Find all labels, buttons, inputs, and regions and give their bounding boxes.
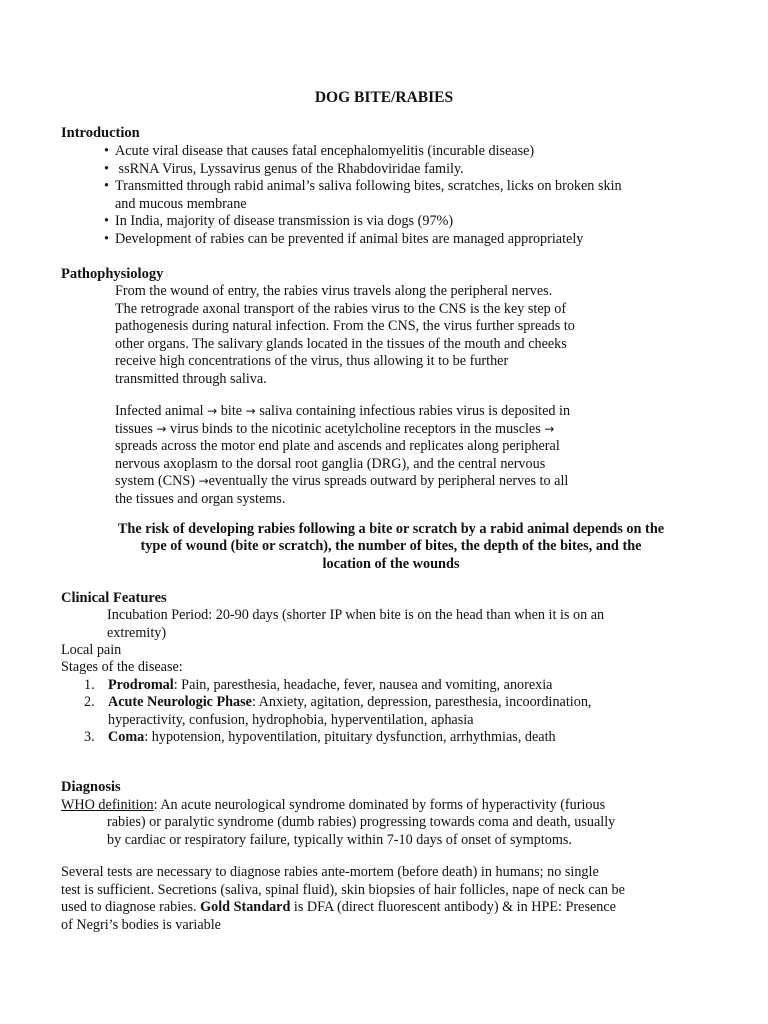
paragraph-line: used to diagnose rabies. Gold Standard is DFA (direct fluorescent antibody) & in HPE: Presence: [61, 899, 616, 916]
stage-item-2: [84, 694, 714, 729]
paragraph-line: The retrograde axonal transport of the rabies virus to the CNS is the key step of: [115, 300, 567, 317]
introduction-heading: Introduction: [61, 125, 140, 141]
paragraph-line: Infected animal → bite → saliva containing infectious rabies virus is deposited in: [115, 403, 571, 419]
paragraph-line: nervous axoplasm to the dorsal root ganglia (DRG), and the central nervous: [115, 455, 546, 472]
stage-item-3: [84, 729, 714, 747]
stage-item-1: [84, 677, 714, 695]
paragraph-line: pathogenesis during natural infection. From the CNS, the virus further spreads to: [115, 318, 575, 335]
right-arrow-icon: →: [245, 404, 256, 418]
paragraph-line: by cardiac or respiratory failure, typically within 7-10 days of onset of symptoms.: [107, 831, 572, 848]
intro-bullet-3: [104, 178, 714, 213]
who-definition-label: WHO definition: [61, 797, 154, 813]
bullet-icon: •: [104, 143, 109, 159]
who-definition: [61, 797, 605, 815]
stage-term: Coma: [108, 729, 145, 745]
stage-term: Acute Neurologic Phase: [108, 694, 252, 710]
paragraph-line: Several tests are necessary to diagnose rabies ante-mortem (before death) in humans; no single: [61, 864, 599, 880]
paragraph-line: rabies) or paralytic syndrome (dumb rabies) progressing towards coma and death, usually: [107, 814, 616, 830]
paragraph-line: spreads across the motor end plate and ascends and replicates along peripheral: [115, 438, 560, 455]
right-arrow-icon: →: [207, 404, 218, 418]
stage-description: : Anxiety, agitation, depression, paresthesia, incoordination,: [251, 694, 592, 710]
bullet-text: Development of rabies can be prevented if animal bites are managed appropriately: [115, 231, 584, 247]
paragraph-line: tissues → virus binds to the nicotinic acetylcholine receptors in the muscles →: [115, 420, 555, 437]
local-pain: Local pain: [61, 642, 122, 658]
bullet-text-continued: and mucous membrane: [115, 195, 247, 212]
clinical-features-heading: Clinical Features: [61, 590, 167, 606]
bullet-icon: •: [104, 213, 109, 229]
risk-line: location of the wounds: [322, 555, 460, 572]
bullet-text: ssRNA Virus, Lyssavirus genus of the Rhabdoviridae family.: [115, 161, 464, 177]
paragraph-line: Incubation Period: 20-90 days (shorter IP when bite is on the head than when it is on an: [107, 607, 605, 623]
stage-term: Prodromal: [108, 677, 174, 693]
pathophysiology-paragraph-1: [115, 283, 653, 389]
document-title: DOG BITE/RABIES: [314, 89, 454, 106]
intro-bullet-1: [104, 143, 714, 161]
bullet-icon: •: [104, 178, 109, 194]
paragraph-line: test is sufficient. Secretions (saliva, spinal fluid), skin biopsies of hair follicles, nape of neck can be: [61, 881, 625, 898]
paragraph-line: system (CNS) →eventually the virus spreads outward by peripheral nerves to all: [115, 473, 569, 490]
stage-number: 2.: [84, 694, 95, 710]
incubation-period: [107, 607, 714, 642]
pathophysiology-paragraph-2: [115, 403, 653, 509]
bullet-icon: •: [104, 161, 109, 177]
risk-line: type of wound (bite or scratch), the number of bites, the depth of the bites, and the: [140, 538, 642, 555]
pathophysiology-heading: Pathophysiology: [61, 266, 164, 282]
right-arrow-icon: →: [544, 421, 555, 436]
paragraph-line: receive high concentrations of the virus, thus allowing it to be further: [115, 353, 509, 370]
stages-label: Stages of the disease:: [61, 659, 183, 675]
bullet-text: Transmitted through rabid animal’s saliva following bites, scratches, licks on broken skin: [115, 178, 622, 194]
diagnostic-tests-paragraph: [61, 864, 715, 934]
stage-description-continued: hyperactivity, confusion, hydrophobia, hyperventilation, aphasia: [108, 711, 474, 728]
stage-description: : Pain, paresthesia, headache, fever, nausea and vomiting, anorexia: [173, 677, 553, 693]
paragraph-line: other organs. The salivary glands located in the tissues of the mouth and cheeks: [115, 335, 567, 352]
paragraph-line: the tissues and organ systems.: [115, 490, 286, 507]
stage-description: : hypotension, hypoventilation, pituitary dysfunction, arrhythmias, death: [144, 729, 556, 745]
risk-line: The risk of developing rabies following a bite or scratch by a rabid animal depends on the: [117, 521, 665, 537]
right-arrow-icon: →: [156, 421, 167, 436]
paragraph-line: WHO definition: An acute neurological syndrome dominated by forms of hyperactivity (furious: [61, 797, 606, 813]
bullet-text: Acute viral disease that causes fatal encephalomyelitis (incurable disease): [115, 143, 535, 159]
paragraph-line: transmitted through saliva.: [115, 370, 267, 387]
stage-number: 3.: [84, 729, 95, 745]
risk-statement: [61, 521, 721, 573]
bullet-icon: •: [104, 231, 109, 247]
gold-standard-term: Gold Standard: [200, 899, 291, 916]
stage-number: 1.: [84, 677, 95, 693]
bullet-text: In India, majority of disease transmission is via dogs (97%): [115, 213, 454, 229]
intro-bullet-4: [104, 213, 714, 231]
paragraph-line: extremity): [107, 624, 167, 641]
intro-bullet-5: [104, 231, 714, 249]
diagnosis-heading: Diagnosis: [61, 779, 121, 795]
intro-bullet-2: [104, 161, 714, 179]
paragraph-line: From the wound of entry, the rabies virus travels along the peripheral nerves.: [115, 283, 553, 299]
right-arrow-icon: →: [198, 474, 209, 489]
who-definition-continued: [107, 814, 615, 849]
paragraph-line: of Negri’s bodies is variable: [61, 916, 221, 933]
